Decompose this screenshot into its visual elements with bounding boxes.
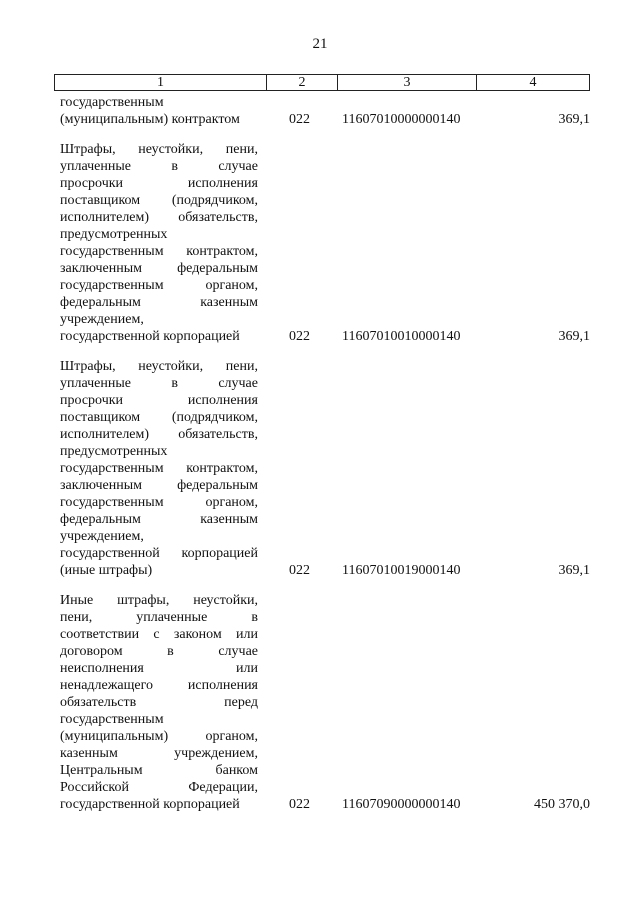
description-line: государственным контрактом, (60, 244, 258, 259)
description-line: (иные штрафы) (60, 563, 153, 578)
description-line: исполнителем) обязательств, (60, 210, 258, 225)
header-column-3: 3 (337, 75, 476, 90)
table-row (60, 592, 590, 813)
row-description (60, 592, 258, 813)
description-line: неисполнения или (60, 661, 258, 676)
description-line: договором в случае (60, 644, 258, 659)
description-line: Штрафы, неустойки, пени, (60, 142, 258, 157)
row-amount: 369,1 (558, 112, 590, 127)
description-line: государственной корпорацией (60, 329, 240, 344)
header-column-2: 2 (266, 75, 337, 90)
row-description (60, 358, 258, 579)
description-line: учреждением, (60, 312, 144, 327)
description-line: поставщиком (подрядчиком, (60, 193, 258, 208)
header-column-1: 1 (157, 75, 164, 90)
description-line: ненадлежащего исполнения (60, 678, 258, 693)
description-line: предусмотренных (60, 444, 168, 459)
description-line: просрочки исполнения (60, 176, 258, 191)
description-line: государственным органом, (60, 495, 258, 510)
row-kbk: 11607010000000140 (342, 112, 461, 127)
description-line: соответствии с законом или (60, 627, 258, 642)
description-line: уплаченные в случае (60, 376, 258, 391)
description-line: казенным учреждением, (60, 746, 258, 761)
row-code: 022 (289, 563, 310, 578)
description-line: Иные штрафы, неустойки, (60, 593, 258, 608)
row-code: 022 (289, 329, 310, 344)
row-amount: 450 370,0 (534, 797, 590, 812)
description-line: Российской Федерации, (60, 780, 258, 795)
description-line: федеральным казенным (60, 512, 258, 527)
description-line: федеральным казенным (60, 295, 258, 310)
table-row (60, 358, 590, 579)
row-amount: 369,1 (558, 329, 590, 344)
description-line: уплаченные в случае (60, 159, 258, 174)
description-line: Центральным банком (60, 763, 258, 778)
description-line: Штрафы, неустойки, пени, (60, 359, 258, 374)
table-body (60, 94, 590, 826)
description-line: обязательств перед (60, 695, 258, 710)
description-line: поставщиком (подрядчиком, (60, 410, 258, 425)
description-line: (муниципальным) контрактом (60, 112, 240, 127)
row-kbk: 11607010019000140 (342, 563, 461, 578)
row-amount: 369,1 (558, 563, 590, 578)
table-row (60, 94, 590, 128)
description-line: государственной корпорацией (60, 797, 240, 812)
description-line: государственным (60, 95, 164, 110)
description-line: пени, уплаченные в (60, 610, 258, 625)
description-line: заключенным федеральным (60, 478, 258, 493)
row-description (60, 141, 258, 345)
description-line: исполнителем) обязательств, (60, 427, 258, 442)
table-row (60, 141, 590, 345)
row-code: 022 (289, 797, 310, 812)
row-kbk: 11607090000000140 (342, 797, 461, 812)
row-kbk: 11607010010000140 (342, 329, 461, 344)
table-header (54, 74, 590, 91)
row-code: 022 (289, 112, 310, 127)
header-column-4: 4 (476, 75, 589, 90)
description-line: предусмотренных (60, 227, 168, 242)
description-line: государственной корпорацией (60, 546, 258, 561)
description-line: государственным (60, 712, 164, 727)
description-line: государственным контрактом, (60, 461, 258, 476)
description-line: просрочки исполнения (60, 393, 258, 408)
description-line: заключенным федеральным (60, 261, 258, 276)
description-line: учреждением, (60, 529, 144, 544)
page-number: 21 (312, 36, 328, 52)
row-description (60, 94, 258, 128)
description-line: (муниципальным) органом, (60, 729, 258, 744)
description-line: государственным органом, (60, 278, 258, 293)
